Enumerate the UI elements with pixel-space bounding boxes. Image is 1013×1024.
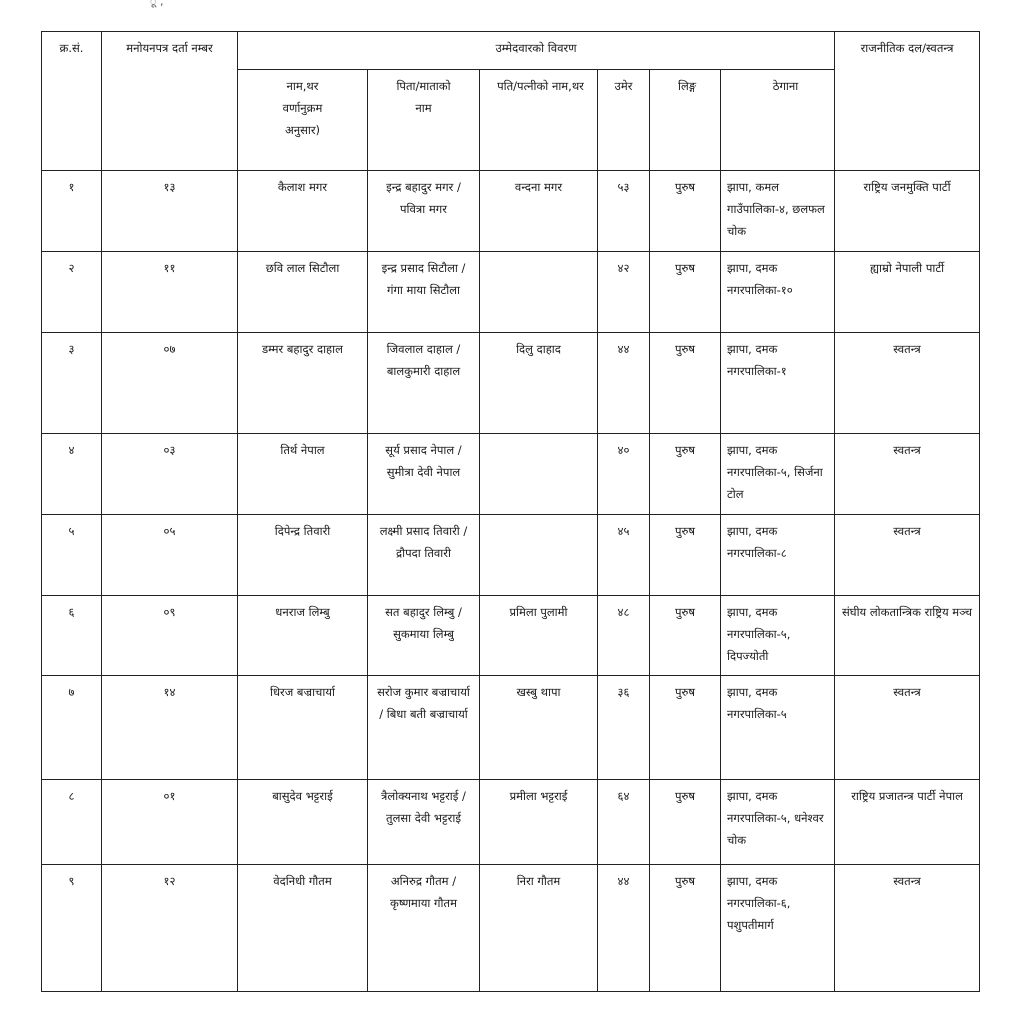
- cell-spouse: प्रमीला भट्टराई: [480, 779, 598, 864]
- cell-age: ४४: [598, 332, 650, 433]
- header-serial: क्र.सं.: [42, 32, 102, 171]
- cell-name: वेदनिधी गौतम: [238, 864, 368, 991]
- cell-party: स्वतन्त्र: [835, 864, 980, 991]
- table-row: [42, 251, 980, 332]
- cell-spouse: दिलु दाहाद: [480, 332, 598, 433]
- table-row: [42, 514, 980, 595]
- cell-address: झापा, दमक नगरपालिका-५, दिपज्योती: [721, 595, 835, 676]
- table-row: [42, 171, 980, 252]
- header-party: राजनीतिक दल/स्वतन्त्र: [835, 32, 980, 171]
- cell-serial: ३: [42, 332, 102, 433]
- cell-gender: पुरुष: [650, 676, 721, 779]
- table-row: [42, 595, 980, 676]
- cell-nomination-number: ०५: [102, 514, 238, 595]
- cell-party: संघीय लोकतान्त्रिक राष्ट्रिय मञ्च: [835, 595, 980, 676]
- cell-age: ५३: [598, 171, 650, 252]
- cell-age: ४०: [598, 433, 650, 514]
- cell-nomination-number: १४: [102, 676, 238, 779]
- cell-age: ४५: [598, 514, 650, 595]
- cell-spouse: प्रमिला पुलामी: [480, 595, 598, 676]
- cell-party: स्वतन्त्र: [835, 332, 980, 433]
- cell-gender: पुरुष: [650, 171, 721, 252]
- cell-party: स्वतन्त्र: [835, 514, 980, 595]
- table-row: [42, 864, 980, 991]
- cell-name: कैलाश मगर: [238, 171, 368, 252]
- cell-gender: पुरुष: [650, 514, 721, 595]
- cell-serial: ४: [42, 433, 102, 514]
- top-text-fragment: ू ,: [150, 0, 164, 8]
- cell-serial: ८: [42, 779, 102, 864]
- cell-address: झापा, कमल गाउँपालिका-४, छलफल चोक: [721, 171, 835, 252]
- cell-serial: २: [42, 251, 102, 332]
- cell-parents: जिवलाल दाहाल / बालकुमारी दाहाल: [368, 332, 480, 433]
- cell-name: दिपेन्द्र तिवारी: [238, 514, 368, 595]
- cell-parents: त्रैलोक्यनाथ भट्टराई / तुलसा देवी भट्टराई: [368, 779, 480, 864]
- cell-parents: सूर्य प्रसाद नेपाल / सुमीत्रा देवी नेपाल: [368, 433, 480, 514]
- cell-nomination-number: ०७: [102, 332, 238, 433]
- cell-spouse: वन्दना मगर: [480, 171, 598, 252]
- cell-age: ४२: [598, 251, 650, 332]
- cell-nomination-number: ०९: [102, 595, 238, 676]
- cell-parents: सरोज कुमार बज्राचार्या / बिधा बती बज्राचार्या: [368, 676, 480, 779]
- cell-gender: पुरुष: [650, 251, 721, 332]
- header-nomination-number: मनोयनपत्र दर्ता नम्बर: [102, 32, 238, 171]
- cell-age: ३६: [598, 676, 650, 779]
- cell-address: झापा, दमक नगरपालिका-५: [721, 676, 835, 779]
- cell-spouse: खस्बु थापा: [480, 676, 598, 779]
- cell-age: ४८: [598, 595, 650, 676]
- cell-serial: ५: [42, 514, 102, 595]
- cell-spouse: [480, 433, 598, 514]
- cell-address: झापा, दमक नगरपालिका-५, धनेश्वर चोक: [721, 779, 835, 864]
- header-spouse: पति/पत्नीको नाम,थर: [480, 70, 598, 171]
- cell-address: झापा, दमक नगरपालिका-८: [721, 514, 835, 595]
- cell-address: झापा, दमक नगरपालिका-५, सिर्जना टोल: [721, 433, 835, 514]
- cell-name: छवि लाल सिटौला: [238, 251, 368, 332]
- header-parents: पिता/माताको नाम: [368, 70, 480, 171]
- cell-spouse: निरा गौतम: [480, 864, 598, 991]
- cell-party: राष्ट्रिय जनमुक्ति पार्टी: [835, 171, 980, 252]
- cell-address: झापा, दमक नगरपालिका-१: [721, 332, 835, 433]
- cell-parents: अनिरुद्र गौतम / कृष्णमाया गौतम: [368, 864, 480, 991]
- cell-serial: ९: [42, 864, 102, 991]
- header-name: नाम,थर वर्णानुक्रम अनुसार): [238, 70, 368, 171]
- cell-name: तिर्थ नेपाल: [238, 433, 368, 514]
- cell-nomination-number: ११: [102, 251, 238, 332]
- cell-name: बासुदेव भट्टराई: [238, 779, 368, 864]
- header-address: ठेगाना: [721, 70, 835, 171]
- cell-age: ६४: [598, 779, 650, 864]
- cell-name: धिरज बज्राचार्या: [238, 676, 368, 779]
- cell-name: डम्मर बहादुर दाहाल: [238, 332, 368, 433]
- cell-party: स्वतन्त्र: [835, 676, 980, 779]
- cell-address: झापा, दमक नगरपालिका-१०: [721, 251, 835, 332]
- cell-nomination-number: ०१: [102, 779, 238, 864]
- header-gender: लिङ्ग: [650, 70, 721, 171]
- table-row: [42, 779, 980, 864]
- cell-parents: लक्ष्मी प्रसाद तिवारी / द्रौपदा तिवारी: [368, 514, 480, 595]
- cell-address: झापा, दमक नगरपालिका-६, पशुपतीमार्ग: [721, 864, 835, 991]
- cell-name: धनराज लिम्बु: [238, 595, 368, 676]
- cell-nomination-number: १२: [102, 864, 238, 991]
- cell-serial: १: [42, 171, 102, 252]
- cell-spouse: [480, 251, 598, 332]
- cell-age: ४४: [598, 864, 650, 991]
- header-candidate-details: उम्मेदवारको विवरण: [238, 32, 835, 70]
- cell-nomination-number: ०३: [102, 433, 238, 514]
- cell-gender: पुरुष: [650, 595, 721, 676]
- cell-gender: पुरुष: [650, 332, 721, 433]
- cell-party: स्वतन्त्र: [835, 433, 980, 514]
- cell-gender: पुरुष: [650, 864, 721, 991]
- table-row: [42, 332, 980, 433]
- header-age: उमेर: [598, 70, 650, 171]
- cell-spouse: [480, 514, 598, 595]
- cell-gender: पुरुष: [650, 433, 721, 514]
- cell-gender: पुरुष: [650, 779, 721, 864]
- cell-parents: इन्द्र बहादुर मगर / पवित्रा मगर: [368, 171, 480, 252]
- table-row: [42, 433, 980, 514]
- cell-party: राष्ट्रिय प्रजातन्त्र पार्टी नेपाल: [835, 779, 980, 864]
- table-row: [42, 676, 980, 779]
- cell-serial: ६: [42, 595, 102, 676]
- candidate-table: [41, 31, 980, 992]
- cell-serial: ७: [42, 676, 102, 779]
- cell-nomination-number: १३: [102, 171, 238, 252]
- cell-party: ह्याम्रो नेपाली पार्टी: [835, 251, 980, 332]
- cell-parents: इन्द्र प्रसाद सिटौला / गंगा माया सिटौला: [368, 251, 480, 332]
- cell-parents: सत बहादुर लिम्बु / सुकमाया लिम्बु: [368, 595, 480, 676]
